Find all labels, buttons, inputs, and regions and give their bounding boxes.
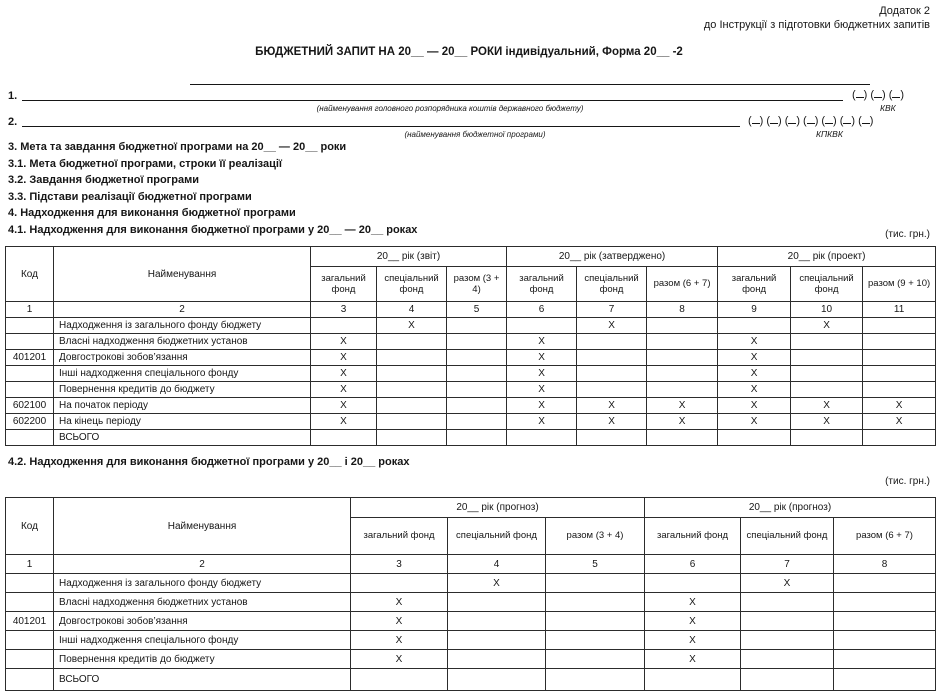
code-box: ( ) (852, 89, 868, 101)
kvk-code-boxes (849, 88, 904, 101)
row-name-cell: Надходження із загального фонду бюджету (54, 574, 351, 593)
column-number-cell: 1 (6, 302, 54, 318)
value-cell: X (507, 350, 577, 366)
value-cell (834, 669, 936, 691)
table-row (6, 350, 936, 366)
code-column-header: Код (6, 498, 54, 555)
row-code-cell: 602200 (6, 414, 54, 430)
value-cell: X (741, 574, 834, 593)
value-cell: X (577, 398, 647, 414)
value-cell (863, 334, 936, 350)
value-cell (507, 430, 577, 446)
fund-column-header-1-0: загальний фонд (507, 267, 577, 302)
table-row (6, 574, 936, 593)
value-cell (546, 669, 645, 691)
value-cell (448, 593, 546, 612)
fund-column-header-0-0: загальний фонд (311, 267, 377, 302)
column-number-cell: 2 (54, 302, 311, 318)
fund-column-header-2-1: спеціальний фонд (791, 267, 863, 302)
value-cell: X (507, 334, 577, 350)
value-cell (377, 382, 447, 398)
kpkvk-label: КПКВК (816, 129, 843, 139)
year-group-header-2: 20__ рік (проект) (718, 247, 936, 267)
row-code-cell: 602100 (6, 398, 54, 414)
value-cell (351, 669, 448, 691)
value-cell: X (311, 334, 377, 350)
table-row (6, 631, 936, 650)
value-cell (377, 398, 447, 414)
fund-column-header-1-0: загальний фонд (645, 518, 741, 555)
row-name-cell: На кінець періоду (54, 414, 311, 430)
table-row (6, 398, 936, 414)
column-number-cell: 1 (6, 555, 54, 574)
table-row (6, 430, 936, 446)
row-name-cell: На початок періоду (54, 398, 311, 414)
code-box-blank (752, 114, 760, 124)
fund-column-header-0-2: разом (3 + 4) (447, 267, 507, 302)
code-box-blank (843, 114, 851, 124)
row-code-cell (6, 366, 54, 382)
value-cell: X (647, 398, 718, 414)
row-code-cell (6, 318, 54, 334)
fund-column-header-2-2: разом (9 + 10) (863, 267, 936, 302)
value-cell: X (645, 593, 741, 612)
value-cell (791, 350, 863, 366)
row-code-cell (6, 382, 54, 398)
row-name-cell: Повернення кредитів до бюджету (54, 382, 311, 398)
blank-line-top (190, 84, 870, 85)
code-box: ( ) (839, 115, 856, 127)
row-name-cell: Повернення кредитів до бюджету (54, 650, 351, 669)
value-cell: X (791, 318, 863, 334)
value-cell: X (351, 631, 448, 650)
value-cell (546, 631, 645, 650)
field-1-blank-line (22, 100, 843, 101)
value-cell (741, 650, 834, 669)
code-box: ( ) (821, 115, 837, 127)
column-number-cell: 4 (377, 302, 447, 318)
column-number-cell: 5 (546, 555, 645, 574)
table1-grid (5, 246, 936, 446)
value-cell (863, 382, 936, 398)
value-cell (311, 318, 377, 334)
value-cell (791, 382, 863, 398)
value-cell (647, 318, 718, 334)
value-cell (647, 382, 718, 398)
value-cell (447, 366, 507, 382)
value-cell (351, 574, 448, 593)
row-code-cell (6, 430, 54, 446)
section-4-2-title: 4.2. Надходження для виконання бюджетної програми у 20__ і 20__ роках (8, 456, 410, 468)
row-code-cell (6, 593, 54, 612)
value-cell (645, 669, 741, 691)
code-box-blank (788, 114, 796, 124)
kpkvk-code-boxes (745, 114, 873, 127)
value-cell: X (311, 366, 377, 382)
row-code-cell: 401201 (6, 612, 54, 631)
value-cell (647, 334, 718, 350)
column-number-cell: 3 (311, 302, 377, 318)
value-cell (448, 669, 546, 691)
section-heading-4: 4. Надходження для виконання бюджетної програми (8, 207, 296, 219)
value-cell (546, 612, 645, 631)
value-cell: X (718, 334, 791, 350)
column-number-cell: 5 (447, 302, 507, 318)
code-box-blank (825, 114, 833, 124)
fund-column-header-2-0: загальний фонд (718, 267, 791, 302)
form-title: БЮДЖЕТНИЙ ЗАПИТ НА 20__ — 20__ РОКИ індивідуальний, Форма 20__ -2 (255, 46, 683, 58)
value-cell (577, 334, 647, 350)
table2-grid (5, 497, 936, 691)
row-code-cell (6, 650, 54, 669)
value-cell (448, 612, 546, 631)
section-heading-1: 3.1. Мета бюджетної програми, строки її реалізації (8, 157, 283, 170)
value-cell (447, 414, 507, 430)
value-cell (791, 334, 863, 350)
units-note-2: (тис. грн.) (885, 476, 930, 487)
table-row (6, 334, 936, 350)
table-row (6, 612, 936, 631)
value-cell (863, 366, 936, 382)
fund-column-header-0-2: разом (3 + 4) (546, 518, 645, 555)
kvk-label: КВК (880, 103, 896, 113)
value-cell: X (718, 414, 791, 430)
value-cell: X (863, 398, 936, 414)
value-cell (741, 593, 834, 612)
value-cell (577, 350, 647, 366)
column-number-row (6, 302, 936, 318)
revenues-table-4-2 (5, 497, 936, 691)
table-row (6, 414, 936, 430)
fund-column-header-0-0: загальний фонд (351, 518, 448, 555)
value-cell (577, 430, 647, 446)
table-row (6, 650, 936, 669)
fund-column-header-1-2: разом (6 + 7) (647, 267, 718, 302)
value-cell: X (351, 650, 448, 669)
row-name-cell: Власні надходження бюджетних установ (54, 334, 311, 350)
value-cell: X (311, 350, 377, 366)
year-group-header-1: 20__ рік (затверджено) (507, 247, 718, 267)
value-cell (718, 430, 791, 446)
row-name-cell: Власні надходження бюджетних установ (54, 593, 351, 612)
value-cell (447, 318, 507, 334)
value-cell: X (448, 574, 546, 593)
section-heading-0: 3. Мета та завдання бюджетної програми на 20__ — 20__ роки (8, 141, 347, 153)
table-row (6, 382, 936, 398)
value-cell (577, 382, 647, 398)
value-cell: X (507, 414, 577, 430)
value-cell (791, 430, 863, 446)
code-box-blank (856, 88, 864, 98)
column-number-cell: 6 (645, 555, 741, 574)
code-box-blank (770, 114, 778, 124)
column-number-cell: 8 (647, 302, 718, 318)
value-cell (791, 366, 863, 382)
code-box: ( ) (858, 115, 874, 127)
value-cell: X (311, 382, 377, 398)
section-headings (8, 139, 417, 238)
row-name-cell: ВСЬОГО (54, 669, 351, 691)
name-column-header: Найменування (54, 498, 351, 555)
field-2-blank-line (22, 126, 740, 127)
row-name-cell: Інші надходження спеціального фонду (54, 366, 311, 382)
value-cell (834, 631, 936, 650)
code-box: ( ) (748, 115, 764, 127)
fund-column-header-1-1: спеціальний фонд (577, 267, 647, 302)
code-box: ( ) (888, 89, 905, 101)
code-box-blank (892, 88, 900, 98)
column-number-cell: 6 (507, 302, 577, 318)
value-cell: X (577, 318, 647, 334)
year-group-header-1: 20__ рік (прогноз) (645, 498, 936, 518)
field-2-number: 2. (8, 116, 18, 128)
value-cell (834, 574, 936, 593)
value-cell: X (577, 414, 647, 430)
value-cell (834, 593, 936, 612)
field-2-caption: (найменування бюджетної програми) (404, 130, 546, 139)
fund-column-header-0-1: спеціальний фонд (448, 518, 546, 555)
column-number-cell: 4 (448, 555, 546, 574)
value-cell (447, 334, 507, 350)
row-name-cell: Довгострокові зобов’язання (54, 612, 351, 631)
value-cell: X (718, 398, 791, 414)
value-cell (834, 612, 936, 631)
value-cell (447, 350, 507, 366)
fund-column-header-1-2: разом (6 + 7) (834, 518, 936, 555)
value-cell: X (647, 414, 718, 430)
value-cell: X (645, 612, 741, 631)
value-cell: X (791, 414, 863, 430)
table-row (6, 593, 936, 612)
revenues-table-4-1 (5, 246, 936, 446)
value-cell (741, 612, 834, 631)
year-group-header-0: 20__ рік (прогноз) (351, 498, 645, 518)
code-box-blank (807, 114, 815, 124)
value-cell (546, 593, 645, 612)
fund-column-header-1-1: спеціальний фонд (741, 518, 834, 555)
code-box: ( ) (766, 115, 782, 127)
code-column-header: Код (6, 247, 54, 302)
column-number-cell: 10 (791, 302, 863, 318)
fund-column-header-0-1: спеціальний фонд (377, 267, 447, 302)
value-cell (577, 366, 647, 382)
value-cell (311, 430, 377, 446)
value-cell (647, 430, 718, 446)
row-name-cell: Довгострокові зобов’язання (54, 350, 311, 366)
value-cell: X (718, 366, 791, 382)
code-box: ( ) (870, 89, 886, 101)
value-cell: X (507, 382, 577, 398)
annex-note-line1: Додаток 2 (879, 5, 930, 17)
column-number-cell: 11 (863, 302, 936, 318)
value-cell (863, 318, 936, 334)
value-cell (447, 430, 507, 446)
value-cell: X (351, 593, 448, 612)
value-cell: X (645, 631, 741, 650)
row-code-cell: 401201 (6, 350, 54, 366)
row-name-cell: ВСЬОГО (54, 430, 311, 446)
code-box-blank (874, 88, 882, 98)
name-column-header: Найменування (54, 247, 311, 302)
column-number-cell: 2 (54, 555, 351, 574)
column-number-row (6, 555, 936, 574)
units-note-1: (тис. грн.) (885, 229, 930, 240)
field-1-number: 1. (8, 90, 18, 102)
value-cell (863, 350, 936, 366)
value-cell (647, 350, 718, 366)
value-cell: X (311, 414, 377, 430)
value-cell (546, 574, 645, 593)
annex-note (704, 4, 930, 32)
column-number-cell: 9 (718, 302, 791, 318)
value-cell: X (311, 398, 377, 414)
year-group-header-0: 20__ рік (звіт) (311, 247, 507, 267)
annex-note-line2: до Інструкції з підготовки бюджетних запитів (703, 19, 930, 31)
value-cell: X (645, 650, 741, 669)
value-cell (546, 650, 645, 669)
value-cell (834, 650, 936, 669)
value-cell (447, 382, 507, 398)
table-row (6, 669, 936, 691)
row-code-cell (6, 669, 54, 691)
value-cell (863, 430, 936, 446)
row-code-cell (6, 574, 54, 593)
value-cell (447, 398, 507, 414)
value-cell: X (718, 382, 791, 398)
column-number-cell: 8 (834, 555, 936, 574)
value-cell: X (507, 398, 577, 414)
row-name-cell: Інші надходження спеціального фонду (54, 631, 351, 650)
section-heading-2: 3.2. Завдання бюджетної програми (8, 174, 199, 186)
value-cell (377, 334, 447, 350)
section-heading-3: 3.3. Підстави реалізації бюджетної програми (8, 190, 252, 203)
value-cell (377, 430, 447, 446)
value-cell: X (507, 366, 577, 382)
value-cell (645, 574, 741, 593)
column-number-cell: 3 (351, 555, 448, 574)
column-number-cell: 7 (741, 555, 834, 574)
value-cell (377, 414, 447, 430)
code-box: ( ) (784, 115, 801, 127)
value-cell (377, 350, 447, 366)
value-cell: X (377, 318, 447, 334)
code-box: ( ) (803, 115, 819, 127)
value-cell: X (863, 414, 936, 430)
row-code-cell (6, 631, 54, 650)
field-1-caption: (найменування головного розпорядника коштів державного бюджету) (316, 104, 584, 113)
row-code-cell (6, 334, 54, 350)
value-cell (448, 650, 546, 669)
section-heading-5: 4.1. Надходження для виконання бюджетної програми у 20__ — 20__ роках (8, 223, 418, 236)
value-cell (507, 318, 577, 334)
code-box-blank (862, 114, 870, 124)
value-cell: X (718, 350, 791, 366)
value-cell (741, 631, 834, 650)
value-cell: X (351, 612, 448, 631)
value-cell (647, 366, 718, 382)
value-cell (741, 669, 834, 691)
value-cell (448, 631, 546, 650)
value-cell: X (791, 398, 863, 414)
row-name-cell: Надходження із загального фонду бюджету (54, 318, 311, 334)
value-cell (377, 366, 447, 382)
column-number-cell: 7 (577, 302, 647, 318)
table-row (6, 318, 936, 334)
value-cell (718, 318, 791, 334)
table-row (6, 366, 936, 382)
